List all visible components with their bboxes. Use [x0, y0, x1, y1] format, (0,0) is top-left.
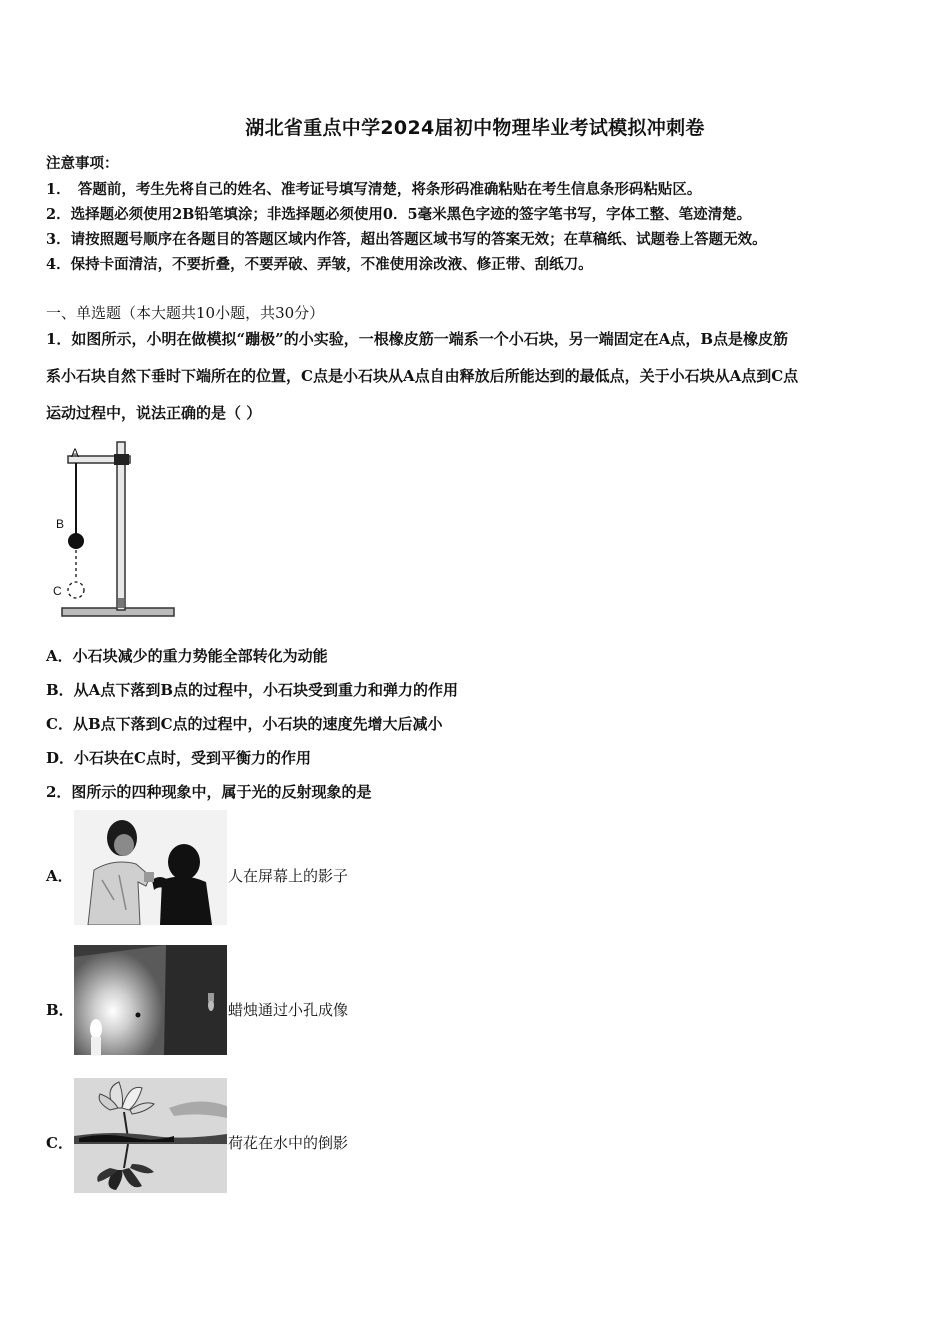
question-1-line: 系小石块自然下垂时下端所在的位置，C点是小石块从A点自由释放后所能达到的最低点，关于小石块从A点到C点 — [46, 367, 799, 385]
section-heading: 一、单选题（本大题共10小题，共30分） — [46, 304, 325, 322]
stand-pole — [117, 442, 125, 610]
notice-item: 2．选择题必须使用2B铅笔填涂；非选择题必须使用0．5毫米黑色字迹的签字笔书写，字体工整、笔迹清楚。 — [46, 206, 752, 223]
option-b: B．从A点下落到B点的过程中，小石块受到重力和弹力的作用 — [46, 681, 458, 699]
q2-option-c-caption: 荷花在水中的倒影 — [228, 1134, 349, 1152]
q2-option-b-label: B． — [46, 1001, 74, 1019]
stone — [68, 533, 84, 549]
label-c: C — [53, 584, 62, 598]
stone-at-c — [68, 582, 84, 598]
q2-option-a-caption: 人在屏幕上的影子 — [228, 867, 349, 885]
option-c: C．从B点下落到C点的过程中，小石块的速度先增大后减小 — [46, 715, 443, 733]
shadow-photo — [74, 810, 227, 925]
notice-item: 1． 答题前，考生先将自己的姓名、准考证号填写清楚，将条形码准确粘贴在考生信息条形码粘贴区。 — [46, 181, 702, 198]
pinhole-photo — [74, 945, 227, 1055]
label-b: B — [56, 517, 65, 531]
option-a: A．小石块减少的重力势能全部转化为动能 — [46, 647, 328, 665]
question-2-stem: 2．图所示的四种现象中，属于光的反射现象的是 — [46, 783, 372, 801]
lotus-reflection-photo — [74, 1078, 227, 1193]
notice-item: 3．请按照题号顺序在各题目的答题区域内作答，超出答题区域书写的答案无效；在草稿纸、试题卷上答题无效。 — [46, 231, 767, 248]
q2-option-c-label: C． — [46, 1134, 73, 1152]
question-1-line: 运动过程中，说法正确的是（ ） — [46, 404, 262, 422]
option-d: D．小石块在C点时，受到平衡力的作用 — [46, 749, 311, 767]
label-a: A — [71, 446, 80, 460]
q2-option-a-label: A． — [46, 867, 73, 885]
stand-clamp — [114, 454, 129, 465]
question-1-line: 1．如图所示，小明在做模拟“蹦极”的小实验，一根橡皮筋一端系一个小石块，另一端固定在A点，B点是橡皮筋 — [46, 330, 789, 348]
q2-option-b-caption: 蜡烛通过小孔成像 — [228, 1001, 349, 1019]
notice-item: 4．保持卡面清洁，不要折叠，不要弄破、弄皱，不准使用涂改液、修正带、刮纸刀。 — [46, 256, 593, 273]
notice-heading: 注意事项： — [46, 155, 119, 172]
page-title: 湖北省重点中学2024届初中物理毕业考试模拟冲刺卷 — [245, 117, 705, 139]
pole-foot — [118, 598, 124, 608]
bungee-apparatus-figure — [48, 438, 183, 623]
